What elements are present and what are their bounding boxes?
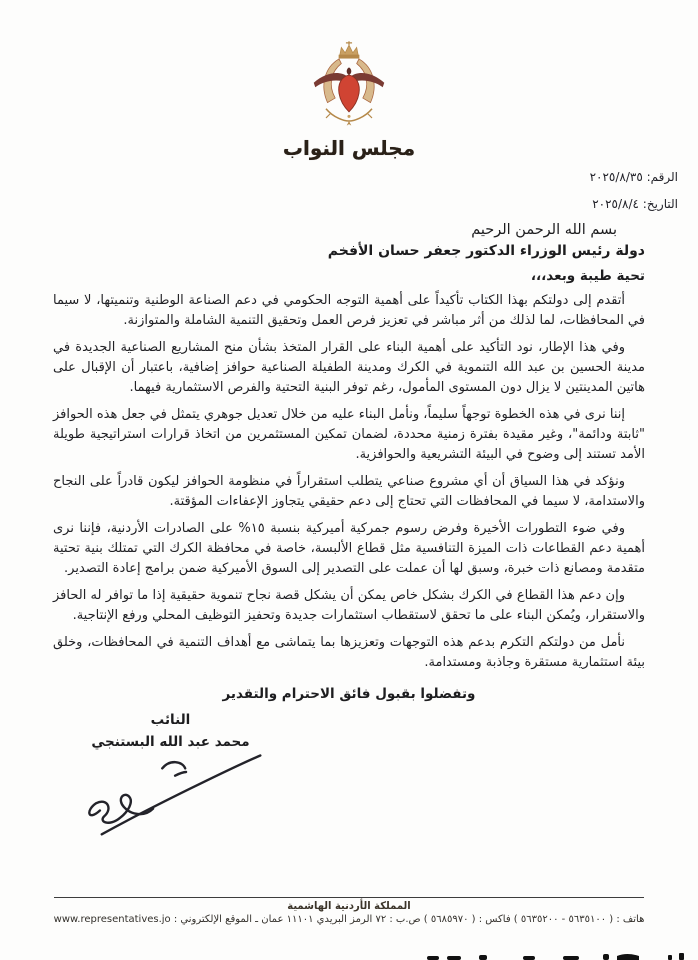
letter-paragraph: إننا نرى في هذه الخطوة توجهاً سليماً، ونأمل البناء عليه من خلال تعديل جوهري يتمثل في جعل هذه الحوافز "ثابتة ودائمة"، وغير مقيدة بفترة زمنية محددة، لضمان تمكين المستثمرين من اتخاذ قرارات استراتيجية طويلة الأمد تستند إلى وضوح في البيئة التشريعية والحوافزية. <box>53 407 645 462</box>
signer-title: النائب <box>150 712 191 728</box>
parliament-name-calligraphy: مجلس النواب <box>282 136 416 160</box>
basmala-line: بسم الله الرحمن الرحيم <box>471 222 617 238</box>
salutation-line: تحية طيبة وبعد،،، <box>530 268 645 284</box>
closing-line: وتفضلوا بقبول فائق الاحترام والتقدير <box>222 686 476 702</box>
kingdom-calligraphy: المملكة الأردنية الهاشمية <box>287 900 411 913</box>
letter-paragraph: ونؤكد في هذا السياق أن أي مشروع صناعي يتطلب استقراراً في منظومة الحوافز ليكون قادراً على النجاح والاستدامة، لا سيما في المحافظات التي تحتاج إلى دعم حقيقي يتجاوز الإعفاءات المؤقتة. <box>53 474 645 509</box>
letter-paragraph: وفي ضوء التطورات الأخيرة وفرض رسوم جمركية أميركية بنسبة ١٥% على الصادرات الأردنية، فإننا نرى أهمية دعم القطاعات ذات الميزة التنافسية مثل قطاع الألبسة، خاصة في محافظة الكرك التي تمتلك بنية تحتية متقدمة ومصانع ذات خبرة، وسبق لها أن عملت على التصدير إلى السوق الأميركية ضمن برامج إعادة التصدير. <box>53 521 645 576</box>
signature-block <box>53 712 288 838</box>
letter-paragraph: أتقدم إلى دولتكم بهذا الكتاب تأكيداً على أهمية التوجه الحكومي في دعم الصناعة الوطنية وتنميتها، لا سيما في المحافظات، لما لذلك من أثر مباشر في تعزيز فرص العمل وتحقيق التنمية الشاملة والمتوازنة. <box>53 293 645 328</box>
footer-divider <box>54 897 644 898</box>
letter-paragraph: نأمل من دولتكم التكرم بدعم هذه التوجهات وتعزيزها بما يتماشى مع أهداف التنمية في المحافظات، وخلق بيئة استثمارية مستقرة وجاذبة ومستدامة. <box>53 635 645 670</box>
letter-body <box>0 222 698 838</box>
reference-number: الرقم: ٢٠٢٥/٨/٣٥ <box>589 170 678 184</box>
letterhead-footer <box>0 897 698 925</box>
letter-date: التاريخ: ٢٠٢٥/٨/٤ <box>592 197 678 211</box>
reference-block <box>590 164 678 218</box>
handwritten-signature <box>73 750 268 838</box>
footer-contact-line: هاتف : ( ٥٦٣٥١٠٠ - ٥٦٣٥٢٠٠ ) فاكس : ( ٥٦٨٥٩٧٠ ) ص.ب : ٧٢ الرمز البريدي ١١١٠١ عمان ـ الموقع الإلكتروني : www.representatives.jo <box>53 914 645 925</box>
letterhead-crest <box>0 0 698 160</box>
letter-paragraphs <box>53 291 645 673</box>
letter-paragraph: وفي هذا الإطار، نود التأكيد على أهمية البناء على القرار المتخذ بشأن منح المشاريع الصناعية الجديدة في مدينة الحسين بن عبد الله التنموية في الكرك ومدينة الطفيلة الصناعية حوافز إضافية، باعتبار أن الإقبال على هاتين المدينتين لا يزال دون المستوى المأمول، رغم توفر البنية التحتية والفرص الاستثمارية فيهما. <box>53 340 645 395</box>
jordan-coat-of-arms-icon <box>303 38 395 132</box>
signer-name: محمد عبد الله البستنجي <box>91 734 250 750</box>
letter-paragraph: وإن دعم هذا القطاع في الكرك بشكل خاص يمكن أن يشكل قصة نجاح تنموية حقيقية إذا ما توافر له الحافز والاستقرار، ويُمكن البناء على ما تحقق لاستقطاب استثمارات جديدة وتحفيز التوظيف المحلي ورفع الإنتاجية. <box>53 588 645 623</box>
recipient-line: دولة رئيس الوزراء الدكتور جعفر حسان الأفخم <box>327 243 645 259</box>
cropped-text-remnant <box>427 950 692 960</box>
